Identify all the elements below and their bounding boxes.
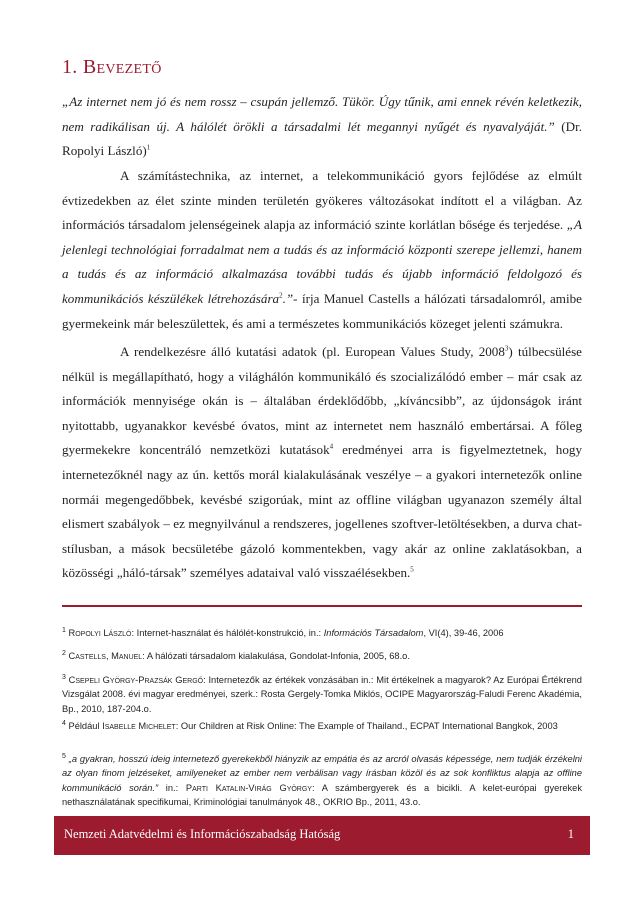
intro-quote: „Az internet nem jó és nem rossz – csupán jellemző. Tükör. Úgy tűnik, ami ennek révén keletkezik, nem radikálisan új. A hálólét örökli a társadalmi lét megannyi nyűgét és nyavalyáját.” (62, 94, 582, 134)
intro-attribution: (Dr. Ropolyi László) (62, 118, 582, 159)
castells-quote: „A jelenlegi technológiai forradalmat nem a tudás és az információ központi szerepe jellemzi, hanem a tudás és az információ alkalmazása további tudás és újabb információ feldolgozó és kommunikációs készülékek létrehozására (62, 217, 582, 306)
paragraph-2 (62, 340, 582, 586)
footnote-ref-4: 4 (329, 443, 334, 452)
footnote-ref-1: 1 (146, 143, 151, 152)
footnote-4-prefix: Például (68, 721, 103, 731)
footer-organization: Nemzeti Adatvédelmi és Információszabadság Hatóság (64, 827, 341, 841)
footnote-1-journal: Információs Társadalom (323, 628, 424, 638)
footnote-ref-2: 2 (279, 291, 283, 300)
footnote-2 (62, 649, 582, 663)
footnote-5 (62, 752, 582, 809)
footnote-3 (62, 673, 582, 716)
footnote-4 (62, 719, 582, 733)
footnote-1-rest: , VI(4), 39-46, 2006 (423, 628, 504, 638)
paragraph-2-text-b: ) túlbecsülése nélkül is megállapítható, hogy a világhálón kommunikáló és szocializálódó ember – már csak az információk mennyisége okán is – általában érdeklődőbb, „kíváncsibb”, az újdonságok iránt nyitottabb, ugyanakkor kevésbé óvatos, mint az internetet nem használó embertársai. A főleg gyermekekre koncentráló nemzetközi kutatások (62, 344, 582, 458)
footnote-2-text: : A hálózati társadalom kialakulása, Gondolat-Infonia, 2005, 68.o. (142, 651, 410, 661)
page-footer (54, 816, 590, 855)
paragraph-1-text: A számítástechnika, az internet, a telekommunikáció gyors fejlődése az elmúlt évtizedekben az élet szinte minden területén gyökeres változásokat indított el a világban. Az információs társadalom jelenségeinek alapja az információ szinte korlátlan bősége és terjedése. (62, 168, 582, 233)
footnote-1-number: 1 (62, 626, 66, 634)
paragraph-2-text-a: A rendelkezésre álló kutatási adatok (pl. European Values Study, 2008 (120, 344, 505, 359)
intro-quote-block (62, 90, 582, 164)
footnote-ref-5: 5 (410, 565, 414, 574)
footnote-4-text: : Our Children at Risk Online: The Example of Thailand., ECPAT International Bangkok, 2003 (175, 721, 558, 731)
paragraph-1-text-end: - írja Manuel Castells a hálózati társadalomról, amibe gyermekeink már beleszülettek, és ami a természetes kommunikációs közeget jelenti számukra. (62, 290, 582, 331)
footnote-4-number: 4 (62, 719, 66, 727)
footnote-3-author: Csepeli György-Prazsák Gergő (68, 675, 204, 685)
footnote-3-number: 3 (62, 673, 66, 681)
paragraph-2-text-c: eredményei arra is figyelmeztetnek, hogy internetezőknél nagy az ún. kettős morál kialakulásának veszélye – a gyakori internetezők online normái megengedőbbek, kevésbé szigorúak, mint az offline világban ugyanazon személy által elismert szabályok – ez megnyilvánul a rendszeres, jogellenes szoftver-letöltésekben, a durva chat-stílusban, a mások becsületébe gázoló kommentekben, vagy akár az online zaklatásokban, a közösségi „háló-társak” személyes adataival való visszaélésekben. (62, 442, 582, 581)
footnote-5-mid: in.: (158, 782, 186, 793)
castells-quote-end: .” (282, 290, 294, 306)
footnote-divider (62, 605, 582, 607)
footnote-5-quote: „a gyakran, hosszú ideig internetező gyerekekből hiányzik az empátia és az arcról olvasás képessége, nem tudják érzékelni az olyan finom jelzéseket, amilyeneket az ember nem verbálisan vagy írásban közöl és az sok konfliktus alapja az offline kommunikáció során.” (62, 754, 582, 793)
footnote-5-author: Parti Katalin-Virág György (185, 782, 312, 793)
footnote-4-author: Isabelle Michelet (102, 721, 176, 731)
footnote-1 (62, 626, 582, 640)
footnote-5-number: 5 (62, 752, 66, 760)
footnote-3-text: : Internetezők az értékek vonzásában in.: Mit értékelnek a magyarok? Az Európai Értékrend Vizsgálat 2008. évi magyar eredményei, szerk.: Rosta Gergely-Tomka Miklós, OCIPE Magyarország-Faludi Ferenc Akadémia, Bp., 2010, 187-204.o. (62, 675, 582, 714)
footnote-1-author: Ropolyi László (68, 628, 132, 638)
footnote-2-author: Castells, Manuel (68, 651, 143, 661)
footnote-2-number: 2 (62, 649, 66, 657)
section-heading: 1. Bevezető (62, 56, 162, 78)
page-number: 1 (567, 827, 574, 841)
footnote-ref-3: 3 (504, 344, 509, 353)
paragraph-1 (62, 164, 582, 336)
footnote-1-text: : Internet-használat és hálólét-konstrukció, in.: (131, 628, 324, 638)
footnote-5-text: : A számbergyerek és a bicikli. A kelet-európai gyerekek nethasználatának specifikumai, Kriminológiai tanulmányok 48., OKRIO Bp., 2011, 43.o. (62, 782, 583, 807)
